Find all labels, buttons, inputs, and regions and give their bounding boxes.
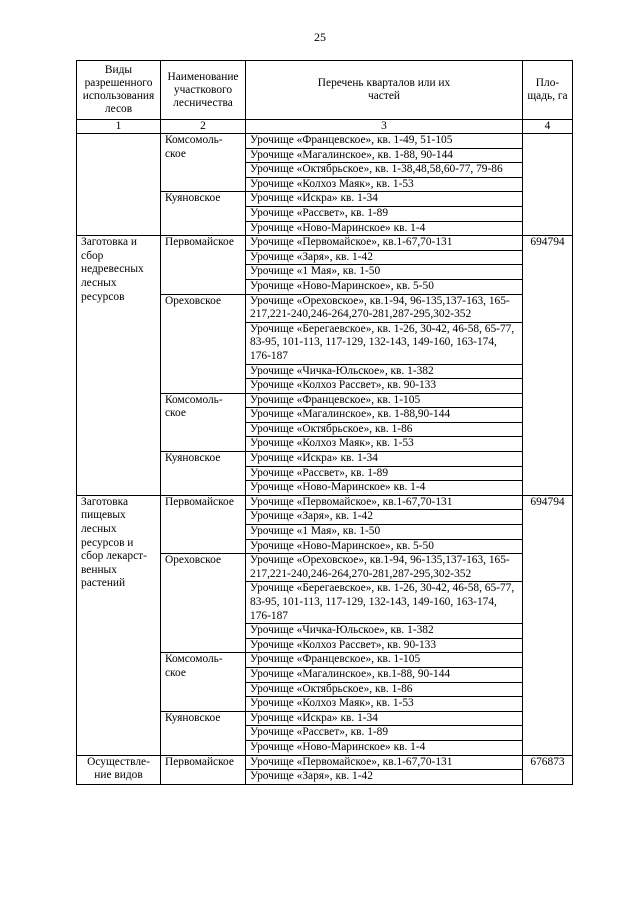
page-number: 25 — [314, 30, 326, 44]
forest-use-table — [76, 60, 573, 785]
header-forestry: Наименование участкового лесничества — [161, 61, 246, 120]
column-number: 1 — [77, 120, 161, 134]
quarter-item: Урочище «Рассвет», кв. 1-89 — [246, 206, 523, 221]
quarter-item: Урочище «Францевское», кв. 1-105 — [246, 653, 523, 668]
forestry-name: Первомайское — [161, 495, 246, 553]
quarter-item: Урочище «Ново-Маринское» кв. 1-4 — [246, 221, 523, 236]
quarter-item: Урочище «Заря», кв. 1-42 — [246, 770, 523, 785]
column-number: 2 — [161, 120, 246, 134]
quarter-item: Урочище «Искра» кв. 1-34 — [246, 711, 523, 726]
forestry-name: Комсомоль-ское — [161, 134, 246, 192]
forestry-name: Куяновское — [161, 192, 246, 236]
quarter-item: Урочище «Октябрьское», кв. 1-38,48,58,60-77, 79-86 — [246, 163, 523, 178]
quarter-item: Урочище «Берегаевское», кв. 1-26, 30-42, 46-58, 65-77, 83-95, 101-113, 117-129, 132-143, 149-160, 163-174, 176-187 — [246, 582, 523, 624]
table-row — [77, 134, 573, 149]
quarter-item: Урочище «Магалинское», кв. 1-88,90-144 — [246, 408, 523, 423]
area-cell: 694794 — [523, 236, 573, 496]
forestry-name: Комсомоль-ское — [161, 393, 246, 451]
forestry-name: Куяновское — [161, 452, 246, 496]
quarter-item: Урочище «Первомайское», кв.1-67,70-131 — [246, 495, 523, 510]
forestry-name: Ореховское — [161, 294, 246, 393]
area-cell: 694794 — [523, 495, 573, 755]
quarter-item: Урочище «Первомайское», кв.1-67,70-131 — [246, 755, 523, 770]
quarter-item: Урочище «Октябрьское», кв. 1-86 — [246, 422, 523, 437]
quarter-item: Урочище «Чичка-Юльское», кв. 1-382 — [246, 364, 523, 379]
quarter-item: Урочище «Францевское», кв. 1-105 — [246, 393, 523, 408]
quarter-item: Урочище «Рассвет», кв. 1-89 — [246, 466, 523, 481]
use-type-cell: Заготовка пищевых лесных ресурсов и сбор лекарст-венных растений — [77, 495, 161, 755]
quarter-item: Урочище «Магалинское», кв. 1-88, 90-144 — [246, 148, 523, 163]
quarter-item: Урочище «Ореховское», кв.1-94, 96-135,137-163, 165-217,221-240,246-264,270-281,287-295,302-352 — [246, 294, 523, 322]
quarter-item: Урочище «Чичка-Юльское», кв. 1-382 — [246, 624, 523, 639]
quarter-item: Урочище «Ново-Маринское», кв. 5-50 — [246, 539, 523, 554]
forestry-name: Комсомоль-ское — [161, 653, 246, 711]
quarter-item: Урочище «Октябрьское», кв. 1-86 — [246, 682, 523, 697]
quarter-item: Урочище «Заря», кв. 1-42 — [246, 250, 523, 265]
header-area: Пло-щадь, га — [523, 61, 573, 120]
table-row — [77, 495, 573, 510]
quarter-item: Урочище «Колхоз Маяк», кв. 1-53 — [246, 697, 523, 712]
quarter-item: Урочище «1 Мая», кв. 1-50 — [246, 525, 523, 540]
table-row — [77, 236, 573, 251]
column-number: 3 — [246, 120, 523, 134]
use-type-cell: Заготовка и сбор недревесных лесных ресурсов — [77, 236, 161, 496]
quarter-item: Урочище «Ново-Маринское», кв. 5-50 — [246, 279, 523, 294]
column-number: 4 — [523, 120, 573, 134]
forestry-name: Первомайское — [161, 236, 246, 294]
quarter-item: Урочище «Первомайское», кв.1-67,70-131 — [246, 236, 523, 251]
use-type-cell — [77, 134, 161, 236]
quarter-item: Урочище «Францевское», кв. 1-49, 51-105 — [246, 134, 523, 149]
quarter-item: Урочище «Колхоз Маяк», кв. 1-53 — [246, 437, 523, 452]
forestry-name: Ореховское — [161, 554, 246, 653]
area-cell — [523, 134, 573, 236]
use-type-cell: Осуществле-ние видов — [77, 755, 161, 784]
quarter-item: Урочище «Берегаевское», кв. 1-26, 30-42, 46-58, 65-77, 83-95, 101-113, 117-129, 132-143, 149-160, 163-174, 176-187 — [246, 322, 523, 364]
table-row — [77, 755, 573, 770]
quarter-item: Урочище «Искра» кв. 1-34 — [246, 452, 523, 467]
column-number-row — [77, 120, 573, 134]
quarter-item: Урочище «Магалинское», кв.1-88, 90-144 — [246, 667, 523, 682]
table-header-row — [77, 61, 573, 120]
area-cell: 676873 — [523, 755, 573, 784]
quarter-item: Урочище «Ново-Маринское» кв. 1-4 — [246, 481, 523, 496]
header-use-type: Виды разрешенного использования лесов — [77, 61, 161, 120]
quarter-item: Урочище «Заря», кв. 1-42 — [246, 510, 523, 525]
quarter-item: Урочище «Ново-Маринское» кв. 1-4 — [246, 740, 523, 755]
quarter-item: Урочище «Колхоз Рассвет», кв. 90-133 — [246, 379, 523, 394]
quarter-item: Урочище «Колхоз Маяк», кв. 1-53 — [246, 177, 523, 192]
quarter-item: Урочище «Искра» кв. 1-34 — [246, 192, 523, 207]
forestry-name: Куяновское — [161, 711, 246, 755]
quarter-item: Урочище «Колхоз Рассвет», кв. 90-133 — [246, 638, 523, 653]
quarter-item: Урочище «Рассвет», кв. 1-89 — [246, 726, 523, 741]
quarter-item: Урочище «1 Мая», кв. 1-50 — [246, 265, 523, 280]
header-quarters: Перечень кварталов или их частей — [246, 61, 523, 120]
forestry-name: Первомайское — [161, 755, 246, 784]
quarter-item: Урочище «Ореховское», кв.1-94, 96-135,137-163, 165-217,221-240,246-264,270-281,287-295,302-352 — [246, 554, 523, 582]
